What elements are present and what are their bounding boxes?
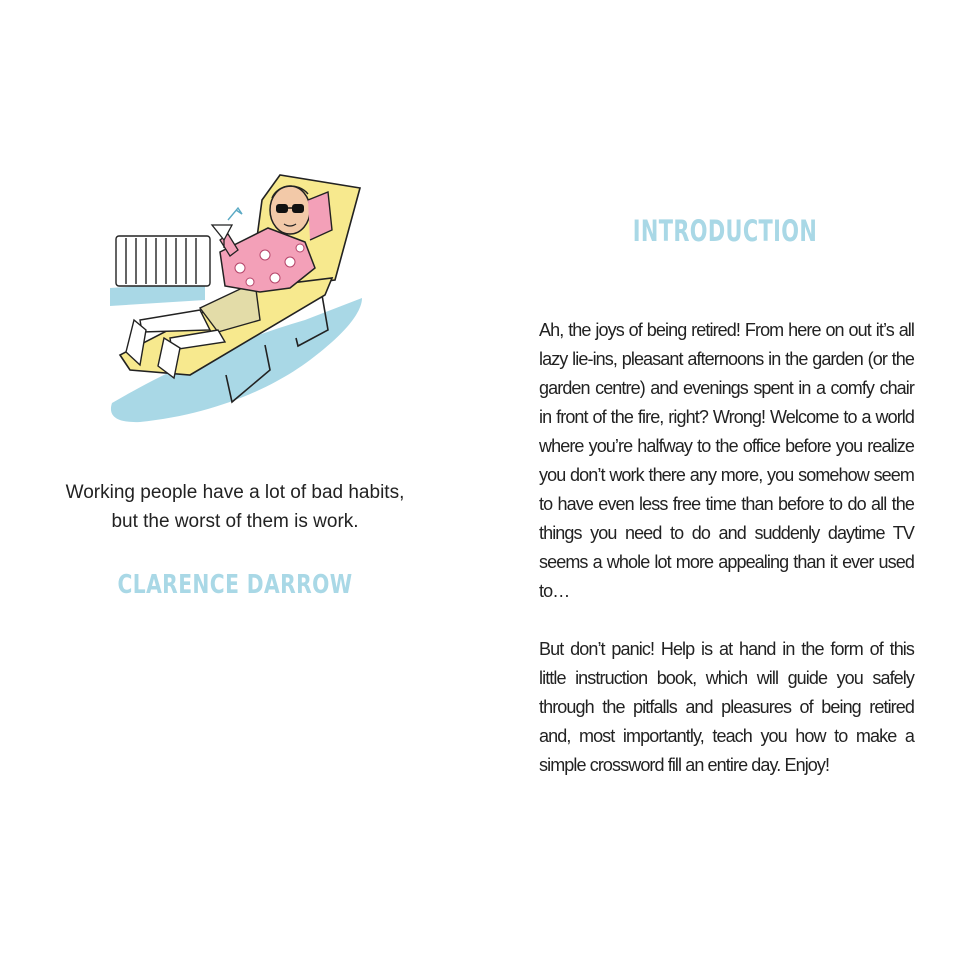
page-heading: INTRODUCTION [632, 214, 818, 248]
quote-line: but the worst of them is work. [111, 511, 359, 532]
paragraph: But don’t panic! Help is at hand in the form of this little instruction book, which will guide you safely through the pitfalls and pleasures of being retired and, most importantly, teach you how to make a simple crossword fill an entire day. Enjoy! [539, 639, 914, 775]
retired-man-sunbed-illustration [100, 170, 380, 430]
paragraph: Ah, the joys of being retired! From here on out it’s all lazy lie-ins, pleasant afternoons in the garden (or the garden centre) and evenings spent in a comfy chair in front of the fire, right? Wrong! Welcome to a world where you’re halfway to the office before you realize you don’t work there any more, you somehow seem to have even less free time than before to do all the things you need to do and suddenly daytime TV seems a whole lot more appealing than it ever used to… [539, 320, 914, 601]
quote-author: CLARENCE DARROW [117, 570, 353, 600]
quote [40, 478, 430, 536]
introduction-body [539, 316, 914, 780]
quote-line: Working people have a lot of bad habits, [65, 482, 405, 503]
